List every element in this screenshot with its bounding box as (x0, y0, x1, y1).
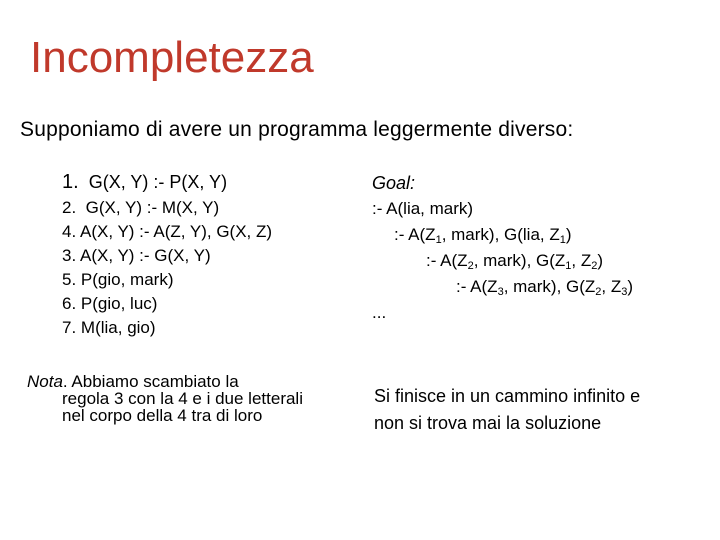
slide-subtitle: Supponiamo di avere un programma leggermente diverso: (20, 118, 574, 141)
note-line-2: regola 3 con la 4 e i due letterali (62, 389, 303, 408)
note-line-1: Nota. Abbiamo scambiato la (27, 372, 239, 391)
goal-heading: Goal: (372, 173, 416, 193)
rule-7: 7. M(lia, gio) (62, 318, 156, 337)
conclusion-line-1: Si finisce in un cammino infinito e (374, 386, 641, 406)
rule-3: 3. A(X, Y) :- G(X, Y) (62, 246, 211, 265)
conclusion-block (374, 383, 640, 437)
goal-line-2: :- $A(Z_1$, mark), G(lia, $Z_1$) (394, 225, 572, 246)
note-label: Nota (27, 372, 63, 391)
rule-1: 1. G(X, Y) :- P(X, Y) (62, 171, 228, 193)
goal-line-3: :- $A(Z_2$, mark), $G(Z_1$, $Z_2$) (426, 251, 604, 272)
note-line-3: nel corpo della 4 tra di loro (62, 406, 263, 425)
rule-4: 4. A(X, Y) :- A(Z, Y), G(X, Z) (62, 222, 273, 241)
goal-ellipsis: ... (372, 303, 387, 322)
conclusion-line-2: non si trova mai la soluzione (374, 413, 602, 433)
goal-line-1: :- A(lia, mark) (372, 199, 474, 218)
note-block (27, 373, 303, 424)
slide-title: Incompletezza (30, 33, 314, 82)
goal-line-4: :- $A(Z_3$, mark), $G(Z_2$, $Z_3$) (456, 277, 634, 298)
rule-5: 5. P(gio, mark) (62, 270, 174, 289)
rules-list (62, 170, 272, 340)
rule-6: 6. P(gio, luc) (62, 294, 158, 313)
goal-trace (372, 170, 633, 326)
rule-2: 2. G(X, Y) :- M(X, Y) (62, 198, 220, 217)
